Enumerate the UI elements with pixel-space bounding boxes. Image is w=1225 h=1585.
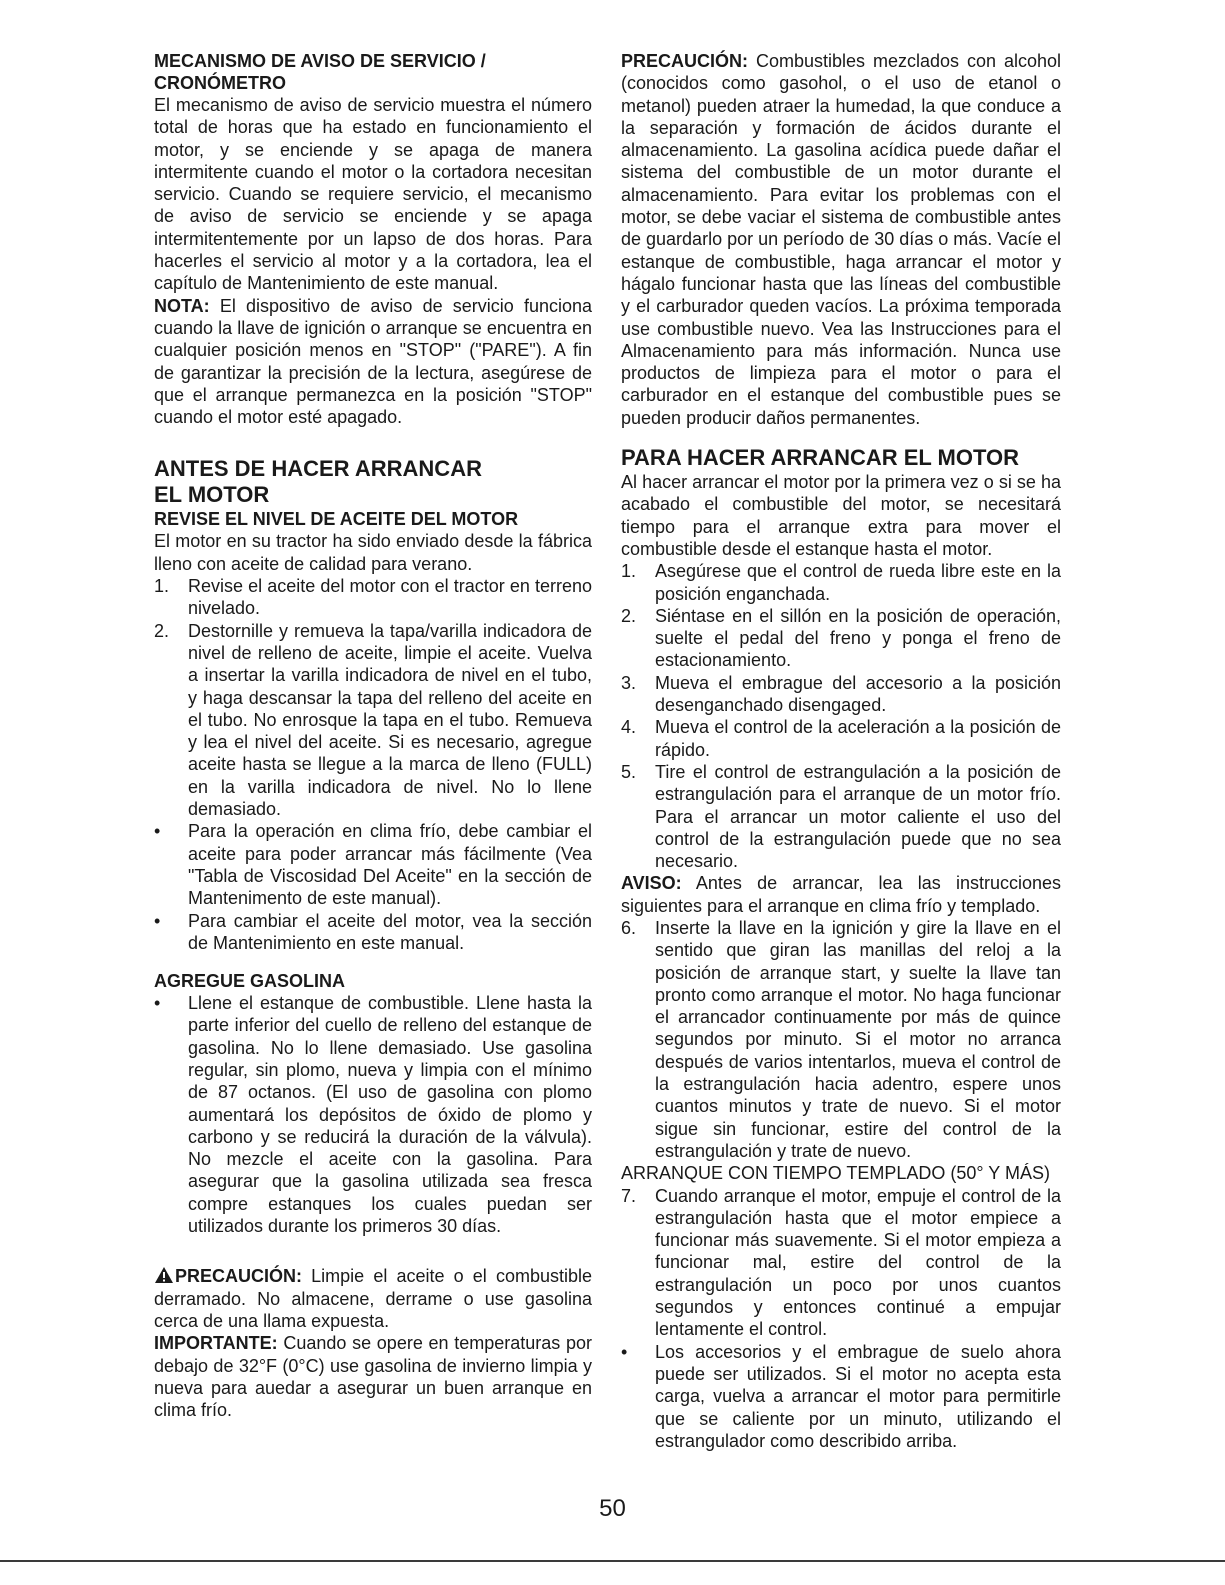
list-item: 1. Revise el aceite del motor con el tractor en terreno nivelado. (154, 576, 592, 619)
list-item: 1. Asegúrese que el control de rueda libre este en la posición enganchada. (621, 561, 1061, 604)
left-column (154, 50, 592, 1421)
final-bullets (621, 1341, 1061, 1452)
caution-label: PRECAUCIÓN: (175, 1266, 303, 1287)
list-item: 2. Destornille y remueva la tapa/varilla indicadora de nivel de relleno de aceite, limpie el aceite. Vuelva a insertar la varilla indicadora de nivel en el tubo, y haga descansar la tapa del relleno del aceite en el tubo. No enrosque la tapa en el tubo. Remueva y lea el nivel del aceite. Si es necesario, agregue aceite hasta se llegue a la marca de lleno (FULL) en la varilla indicadora de nivel. No lo llene demasiado. (154, 620, 592, 820)
list-item: • Llene el estanque de combustible. Llene hasta la parte inferior del cuello de relleno del estanque de gasolina. No lo llene demasiado. Use gasolina regular, sin plomo, nueva y limpia con el mínimo de 87 octanos. (El uso de gasolina con plomo aumentará los depósitos de óxido de plomo y carbono y se reducirá la duración de la válvula). No mezcle el aceite con la gasolina. Para asegurar que la gasolina utilizada sea fresca compre estanques los cuales puedan ser utilizados durante los primeros 30 días. (154, 993, 592, 1237)
list-item: • Para cambiar el aceite del motor, vea la sección de Mantenimiento en este manual. (154, 910, 592, 953)
list-item: 3. Mueva el embrague del accesorio a la posición desenganchado disengaged. (621, 672, 1061, 716)
before-start-heading: ANTES DE HACER ARRANCAR EL MOTOR (154, 456, 482, 508)
nota-paragraph: NOTA: El dispositivo de aviso de servicio funciona cuando la llave de ignición o arranque se encuentra en cualquier posición menos en "STOP" ("PARE"). A fin de garantizar la precisión de la lectura, asegúrese de que el arranque permanezca en la posición "STOP" cuando el motor esté apagado. (154, 295, 592, 428)
oil-heading: REVISE EL NIVEL DE ACEITE DEL MOTOR (154, 509, 519, 530)
start-steps (621, 560, 1061, 872)
aviso-paragraph: AVISO: Antes de arrancar, lea las instrucciones siguientes para el arranque en clima frío y templado. (621, 873, 1061, 916)
aviso-label: AVISO: (621, 873, 682, 894)
service-heading: MECANISMO DE AVISO DE SERVICIO / CRONÓMETRO (154, 51, 486, 93)
start-step-7 (621, 1185, 1061, 1341)
alcohol-caution-paragraph: PRECAUCIÓN: Combustibles mezclados con alcohol (conocidos como gasohol, o el uso de etanol o metanol) pueden atraer la humedad, la que conduce a la separación y formación de ácidos durante el almacenamiento. La gasolina acídica puede dañar el sistema del combustible de un motor durante el almacenamiento. Para evitar los problemas con el motor, se debe vaciar el sistema de combustible antes de guardarlo por un período de 30 días o más. Vacíe el estanque de combustible, haga arrancar el motor y hágalo funcionar hasta que las líneas del combustible y el carburador queden vacíos. La próxima temporada use combustible nuevo. Vea las Instrucciones para el Almacenamiento para más información. Nunca use productos de limpieza para el motor o para el carburador en el estanque del combustible pues se pueden producir daños permanentes. (621, 51, 1061, 428)
caution-label: PRECAUCIÓN: (621, 51, 749, 71)
right-column (621, 50, 1061, 1452)
oil-bullets (154, 820, 592, 954)
warm-start-heading: ARRANQUE CON TIEMPO TEMPLADO (50° Y MÁS) (621, 1163, 1050, 1184)
important-label: IMPORTANTE: (154, 1333, 278, 1354)
nota-label: NOTA: (154, 295, 210, 316)
fuel-heading: AGREGUE GASOLINA (154, 971, 346, 992)
list-item: 6. Inserte la llave en la ignición y gire la llave en el sentido que giran las manillas del reloj a la posición de arranque start, y suelte la llave tan pronto como arranque el motor. No haga funcionar el arrancador continuamente por más de quince segundos por minuto. Si el motor no arranca después de varios intentarlos, mueva el control de la estrangulación hacia adentro, espere unos cuantos minutos y trate de nuevo. Si el motor sigue sin funcionar, estire del control de la estrangulación y trate de nuevo. (621, 917, 1061, 1161)
service-paragraph: El mecanismo de aviso de servicio muestra el número total de horas que ha estado en funcionamiento el motor, y se enciende y se apaga de manera intermitente cuando el motor o la cortadora necesitan servicio. Cuando se requiere servicio, el mecanismo de aviso de servicio se enciende y se apaga intermitentemente por un lapso de dos horas. Para hacerles el servicio al motor y a la cortadora, lea el capítulo de Mantenimiento de este manual. (154, 95, 592, 294)
list-item: 7. Cuando arranque el motor, empuje el control de la estrangulación hasta que el motor empiece a funcionar más suavemente. Si el motor empieza a funcionar mal, estire del control de la estrangulación un poco por unos cuantos segundos y entonces continué a empujar lentamente el control. (621, 1185, 1061, 1340)
oil-steps (154, 575, 592, 820)
bottom-rule (0, 1560, 1225, 1562)
start-engine-heading: PARA HACER ARRANCAR EL MOTOR (621, 445, 1020, 471)
oil-intro: El motor en su tractor ha sido enviado desde la fábrica lleno con aceite de calidad para verano. (154, 531, 592, 574)
list-item: 4. Mueva el control de la aceleración a la posición de rápido. (621, 717, 1061, 760)
fuel-bullets (154, 992, 592, 1237)
list-item: • Los accesorios y el embrague de suelo ahora puede ser utilizados. Si el motor no acepta esta carga, vuelva a arrancar el motor para permitirle que se caliente por un minuto, utilizando el estrangulador como describido arriba. (621, 1341, 1061, 1451)
caution-paragraph: PRECAUCIÓN: Limpie el aceite o el combustible derramado. No almacene, derrame o use gasolina cerca de una llama expuesta. (154, 1266, 592, 1331)
list-item: 2. Siéntase en el sillón en la posición de operación, suelte el pedal del freno y ponga el freno de estacionamiento. (621, 605, 1061, 671)
list-item: 5. Tire el control de estrangulación a la posición de estrangulación para el arranque de un motor frío. Para el arrancar un motor caliente el uso del control de la estrangulación puede que no sea necesario. (621, 761, 1061, 872)
page-number: 50 (599, 1495, 626, 1522)
important-paragraph: IMPORTANTE: Cuando se opere en temperaturas por debajo de 32°F (0°C) use gasolina de invierno limpia y nueva para auedar a asegurar un buen arranque en clima frío. (154, 1333, 592, 1421)
list-item: • Para la operación en clima frío, debe cambiar el aceite para poder arrancar más fácilmente (Vea "Tabla de Viscosidad Del Aceite" en la sección de Mantenimento de este manual). (154, 821, 592, 909)
start-step-6 (621, 917, 1061, 1162)
start-intro: Al hacer arrancar el motor por la primera vez o si se ha acabado el combustible del motor, se necesitará tiempo para el arranque extra para mover el combustible desde el estanque hasta el motor. (621, 472, 1061, 559)
warning-triangle-icon (154, 1266, 174, 1284)
